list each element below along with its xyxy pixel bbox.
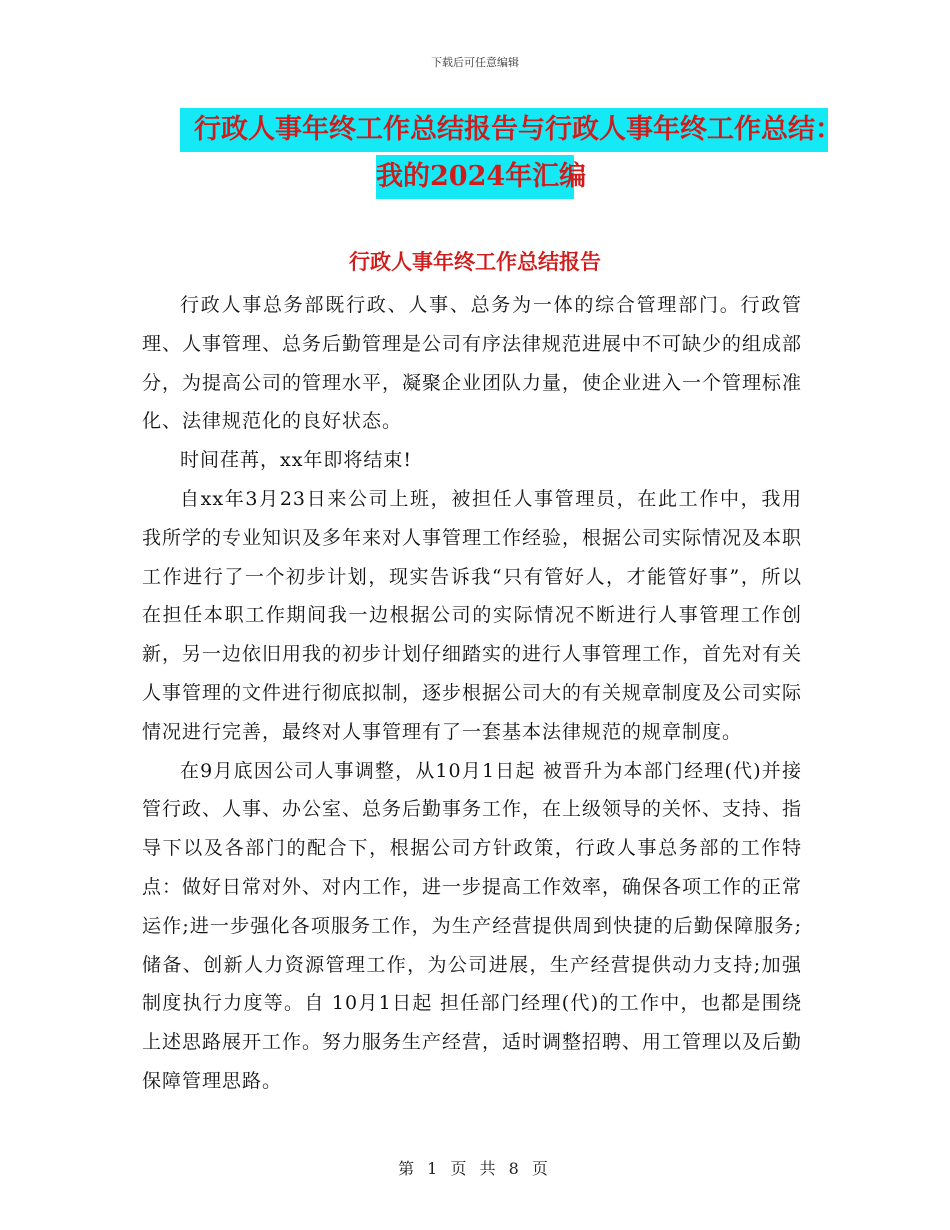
title-line-1: 行政人事年终工作总结报告与行政人事年终工作总结：	[180, 108, 828, 152]
page-footer	[0, 1156, 950, 1179]
paragraph: 时间荏苒，xx年即将结束!	[180, 449, 413, 472]
header-note: 下载后可任意编辑	[431, 56, 519, 69]
paragraph: 行政人事总务部既行政、人事、总务为一体的综合管理部门。行政管理、人事管理、总务后勤管理是公司有序法律规范进展中不可缺少的组成部分，为提高公司的管理水平，凝聚企业团队力量，使企业进入一个管理标准化、法律规范化的良好状态。	[142, 294, 803, 433]
paragraph: 自xx年3月23日来公司上班，被担任人事管理员，在此工作中，我用我所学的专业知识及多年来对人事管理工作经验，根据公司实际情况及本职工作进行了一个初步计划，现实告诉我“只有管好人，才能管好事”，所以在担任本职工作期间我一边根据公司的实际情况不断进行人事管理工作创新，另一边依旧用我的初步计划仔细踏实的进行人事管理工作，首先对有关人事管理的文件进行彻底拟制，逐步根据公司大的有关规章制度及公司实际情况进行完善，最终对人事管理有了一套基本法律规范的规章制度。	[142, 487, 803, 743]
page-number-label: 第 1 页 共 8 页	[398, 1159, 552, 1178]
title-line-2: 我的2024年汇编	[376, 155, 574, 199]
body-text	[142, 286, 802, 1101]
section-title: 行政人事年终工作总结报告	[349, 249, 601, 274]
paragraph: 在9月底因公司人事调整，从10月1日起 被晋升为本部门经理(代)并接管行政、人事、办公室、总务后勤事务工作，在上级领导的关怀、支持、指导下以及各部门的配合下，根据公司方针政策，行政人事总务部的工作特点：做好日常对外、对内工作，进一步提高工作效率，确保各项工作的正常运作;进一步强化各项服务工作，为生产经营提供周到快捷的后勤保障服务;储备、创新人力资源管理工作，为公司进展，生产经营提供动力支持;加强制度执行力度等。自 10月1日起 担任部门经理(代)的工作中，也都是围绕上述思路展开工作。努力服务生产经营，适时调整招聘、用工管理以及后勤保障管理思路。	[142, 759, 803, 1092]
